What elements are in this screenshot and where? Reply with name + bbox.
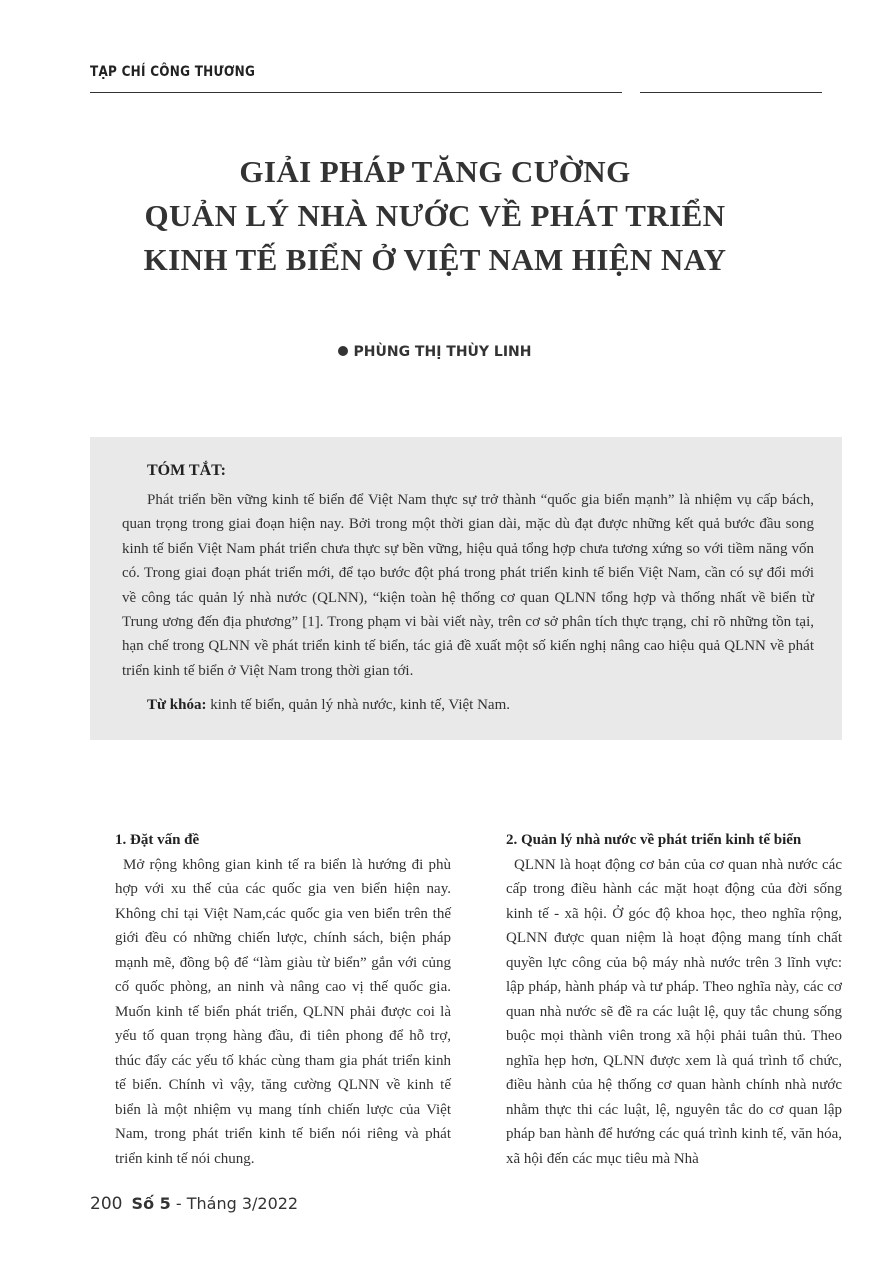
title-line: GIẢI PHÁP TĂNG CƯỜNG: [239, 154, 631, 189]
author-name: PHÙNG THỊ THÙY LINH: [353, 344, 532, 360]
page-number: 200: [90, 1194, 123, 1214]
keywords: [147, 693, 510, 717]
bullet-icon: [338, 346, 348, 356]
keywords-label: Từ khóa:: [147, 697, 207, 713]
title-line: QUẢN LÝ NHÀ NƯỚC VỀ PHÁT TRIỂN: [144, 198, 726, 233]
page-footer: [90, 1194, 298, 1214]
left-column: [115, 828, 451, 1171]
header-rule: [90, 92, 822, 93]
issue-number: Số 5: [131, 1194, 171, 1213]
article-title: [60, 150, 810, 282]
section-heading: 1. Đặt vấn đề: [115, 832, 200, 848]
issue-date: - Tháng 3/2022: [175, 1194, 299, 1213]
section-heading: 2. Quản lý nhà nước về phát triển kinh tế biển: [506, 832, 802, 848]
title-line: KINH TẾ BIỂN Ở VIỆT NAM HIỆN NAY: [143, 242, 727, 277]
abstract-heading: TÓM TẮT:: [147, 462, 226, 479]
keywords-text: kinh tế biển, quản lý nhà nước, kinh tế, Việt Nam.: [210, 697, 511, 713]
paragraph: QLNN là hoạt động cơ bản của cơ quan nhà nước các cấp trong điều hành các mặt hoạt động của đời sống kinh tế - xã hội. Ở góc độ khoa học, theo nghĩa rộng, QLNN được quan niệm là hoạt động mang tính chất quyền lực công của bộ máy nhà nước trên 3 lĩnh vực: lập pháp, hành pháp và tư pháp. Theo nghĩa này, các cơ quan nhà nước sẽ đề ra các luật lệ, quy tắc chung sống buộc mọi thành viên trong xã hội phải tuân thủ. Theo nghĩa hẹp hơn, QLNN được xem là quá trình tổ chức, điều hành của hệ thống cơ quan hành chính nhà nước nhằm thực thi các luật, lệ, nguyên tắc do cơ quan lập pháp ban hành để hướng các quá trình kinh tế, văn hóa, xã hội đến các mục tiêu mà Nhà: [506, 856, 842, 1167]
abstract-body: Phát triển bền vững kinh tế biển để Việt Nam thực sự trở thành “quốc gia biển mạnh” là nhiệm vụ cấp bách, quan trọng trong giai đoạn hiện nay. Bởi trong một thời gian dài, mặc dù đạt được những kết quả bước đầu song kinh tế biển Việt Nam phát triển chưa thực sự bền vững, hiệu quả tổng hợp chưa tương xứng so với tiềm năng vốn có. Trong giai đoạn phát triển mới, để tạo bước đột phá trong phát triển kinh tế biển Việt Nam, cần có sự đổi mới về công tác quản lý nhà nước (QLNN), “kiện toàn hệ thống cơ quan QLNN tổng hợp và thống nhất về biển từ Trung ương đến địa phương” [1]. Trong phạm vi bài viết này, trên cơ sở phân tích thực trạng, chỉ rõ những tồn tại, hạn chế trong QLNN về phát triển kinh tế biển, tác giả đề xuất một số kiến nghị nâng cao hiệu quả QLNN về phát triển kinh tế biển ở Việt Nam trong thời gian tới.: [122, 492, 814, 679]
header-rule-gap: [622, 90, 640, 95]
author-byline: [0, 344, 869, 360]
paragraph: Mở rộng không gian kinh tế ra biển là hướng đi phù hợp với xu thế của các quốc gia ven biển hiện nay. Không chỉ tại Việt Nam,các quốc gia ven biển trên thế giới đều có những chiến lược, chính sách, biện pháp mạnh mẽ, đồng bộ để “làm giàu từ biển” gắn với củng cố quốc phòng, an ninh và nâng cao vị thế quốc gia. Muốn kinh tế biển phát triển, QLNN phải được coi là yếu tố quan trọng hàng đầu, đi tiên phong để hỗ trợ, thúc đẩy các yếu tố khác cùng tham gia phát triển kinh tế biển. Chính vì vậy, tăng cường QLNN về kinh tế biển là một nhiệm vụ mang tính chiến lược của Việt Nam, trong phát triển kinh tế biển nói riêng và phát triển kinh tế nói chung.: [115, 856, 451, 1167]
journal-name: TẠP CHÍ CÔNG THƯƠNG: [90, 64, 256, 80]
right-column: [506, 828, 842, 1171]
